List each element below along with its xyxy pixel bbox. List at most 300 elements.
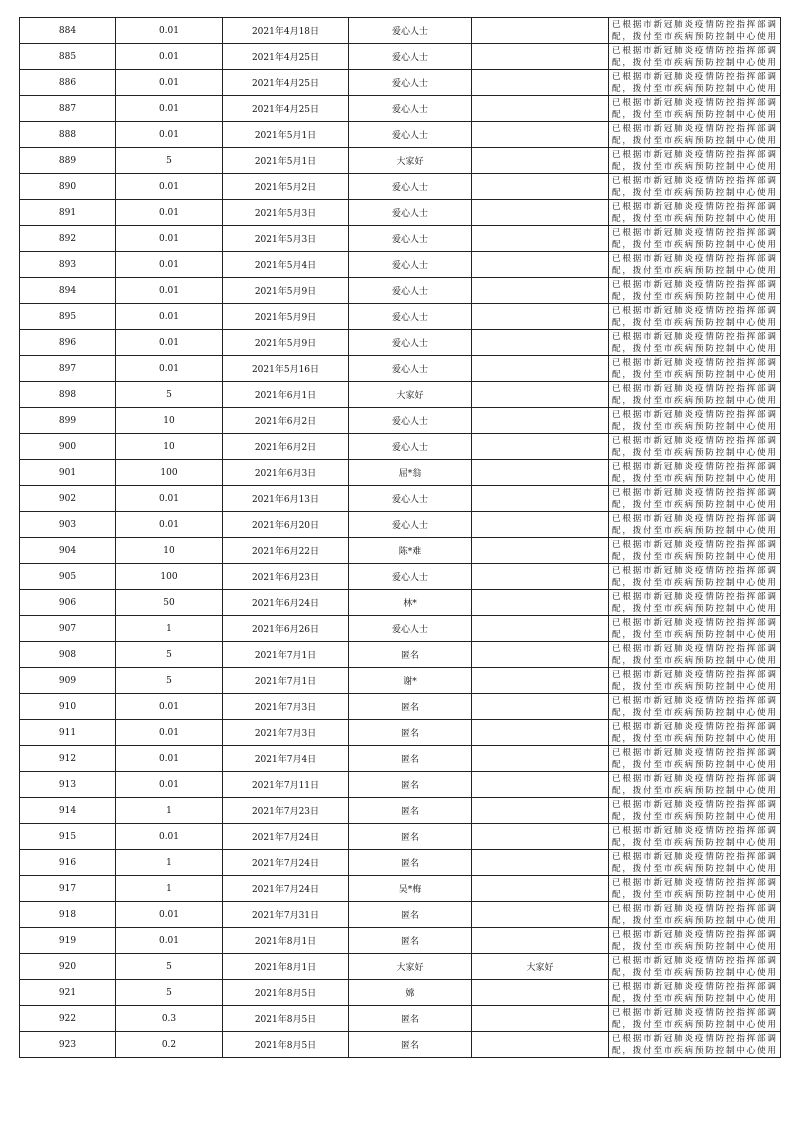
cell-number: 910 [20,694,116,720]
cell-number: 908 [20,642,116,668]
cell-date: 2021年7月11日 [223,772,349,798]
cell-number: 911 [20,720,116,746]
cell-usage-note [609,902,781,928]
cell-remark [472,694,609,720]
usage-note-line-1: 已根据市新冠肺炎疫情防控指挥部调 [612,903,776,914]
cell-usage-note [609,746,781,772]
usage-note-line-1: 已根据市新冠肺炎疫情防控指挥部调 [612,825,776,836]
table-row [20,512,781,538]
usage-note-line-2: 配，拨付至市疾病预防控制中心使用 [612,421,776,432]
cell-number: 917 [20,876,116,902]
cell-date: 2021年4月25日 [223,44,349,70]
table-row [20,330,781,356]
usage-note-line-2: 配，拨付至市疾病预防控制中心使用 [612,837,776,848]
usage-note-line-1: 已根据市新冠肺炎疫情防控指挥部调 [612,71,776,82]
usage-note-line-2: 配，拨付至市疾病预防控制中心使用 [612,629,776,640]
cell-remark [472,1032,609,1058]
cell-remark [472,460,609,486]
cell-date: 2021年6月26日 [223,616,349,642]
cell-date: 2021年6月22日 [223,538,349,564]
cell-remark [472,434,609,460]
usage-note-line-2: 配，拨付至市疾病预防控制中心使用 [612,291,776,302]
cell-amount: 0.01 [116,44,223,70]
cell-usage-note [609,668,781,694]
cell-donor: 爱心人士 [349,174,472,200]
cell-usage-note [609,44,781,70]
usage-note-line-2: 配，拨付至市疾病预防控制中心使用 [612,993,776,1004]
cell-donor: 爱心人士 [349,304,472,330]
cell-amount: 5 [116,642,223,668]
cell-amount: 10 [116,434,223,460]
cell-usage-note [609,694,781,720]
table-row [20,876,781,902]
table-row [20,382,781,408]
usage-note-line-2: 配，拨付至市疾病预防控制中心使用 [612,603,776,614]
usage-note-line-2: 配，拨付至市疾病预防控制中心使用 [612,395,776,406]
cell-date: 2021年7月24日 [223,824,349,850]
cell-amount: 0.01 [116,356,223,382]
usage-note-line-2: 配，拨付至市疾病预防控制中心使用 [612,499,776,510]
cell-usage-note [609,512,781,538]
cell-usage-note [609,876,781,902]
usage-note-line-1: 已根据市新冠肺炎疫情防控指挥部调 [612,669,776,680]
usage-note-line-1: 已根据市新冠肺炎疫情防控指挥部调 [612,591,776,602]
cell-usage-note [609,538,781,564]
usage-note-line-2: 配，拨付至市疾病预防控制中心使用 [612,551,776,562]
cell-date: 2021年6月13日 [223,486,349,512]
cell-amount: 0.01 [116,18,223,44]
cell-number: 920 [20,954,116,980]
cell-number: 892 [20,226,116,252]
cell-number: 905 [20,564,116,590]
cell-usage-note [609,772,781,798]
cell-number: 891 [20,200,116,226]
cell-usage-note [609,954,781,980]
cell-date: 2021年6月2日 [223,408,349,434]
cell-amount: 5 [116,382,223,408]
cell-date: 2021年4月18日 [223,18,349,44]
cell-amount: 0.01 [116,122,223,148]
cell-number: 888 [20,122,116,148]
cell-amount: 0.01 [116,824,223,850]
cell-date: 2021年6月3日 [223,460,349,486]
cell-number: 886 [20,70,116,96]
usage-note-line-2: 配，拨付至市疾病预防控制中心使用 [612,785,776,796]
cell-amount: 100 [116,460,223,486]
cell-usage-note [609,148,781,174]
cell-usage-note [609,850,781,876]
cell-amount: 5 [116,980,223,1006]
cell-usage-note [609,486,781,512]
usage-note-line-2: 配，拨付至市疾病预防控制中心使用 [612,915,776,926]
cell-donor: 谢* [349,668,472,694]
cell-donor: 爱心人士 [349,434,472,460]
cell-number: 903 [20,512,116,538]
usage-note-line-1: 已根据市新冠肺炎疫情防控指挥部调 [612,643,776,654]
table-row [20,174,781,200]
usage-note-line-1: 已根据市新冠肺炎疫情防控指挥部调 [612,253,776,264]
table-row [20,642,781,668]
cell-amount: 0.01 [116,174,223,200]
cell-donor: 屈*翁 [349,460,472,486]
table-row [20,850,781,876]
table-row [20,200,781,226]
cell-amount: 1 [116,798,223,824]
cell-date: 2021年8月1日 [223,928,349,954]
cell-usage-note [609,798,781,824]
cell-amount: 5 [116,148,223,174]
cell-remark [472,512,609,538]
cell-date: 2021年6月2日 [223,434,349,460]
cell-remark [472,1006,609,1032]
table-row [20,720,781,746]
usage-note-line-1: 已根据市新冠肺炎疫情防控指挥部调 [612,461,776,472]
cell-usage-note [609,980,781,1006]
cell-date: 2021年8月1日 [223,954,349,980]
table-row [20,122,781,148]
cell-donor: 爱心人士 [349,408,472,434]
cell-usage-note [609,96,781,122]
cell-usage-note [609,1032,781,1058]
cell-amount: 0.01 [116,746,223,772]
cell-donor: 爱心人士 [349,122,472,148]
cell-usage-note [609,382,781,408]
table-row [20,980,781,1006]
table-row [20,616,781,642]
cell-usage-note [609,564,781,590]
cell-remark [472,564,609,590]
cell-remark: 大家好 [472,954,609,980]
cell-donor: 大家好 [349,148,472,174]
usage-note-line-1: 已根据市新冠肺炎疫情防控指挥部调 [612,565,776,576]
cell-number: 904 [20,538,116,564]
cell-date: 2021年7月1日 [223,668,349,694]
cell-number: 898 [20,382,116,408]
cell-amount: 0.01 [116,486,223,512]
cell-number: 902 [20,486,116,512]
cell-date: 2021年4月25日 [223,96,349,122]
cell-usage-note [609,356,781,382]
usage-note-line-1: 已根据市新冠肺炎疫情防控指挥部调 [612,487,776,498]
cell-date: 2021年8月5日 [223,1006,349,1032]
cell-number: 901 [20,460,116,486]
usage-note-line-1: 已根据市新冠肺炎疫情防控指挥部调 [612,409,776,420]
cell-date: 2021年5月16日 [223,356,349,382]
table-row [20,278,781,304]
cell-donor: 爱心人士 [349,356,472,382]
cell-number: 923 [20,1032,116,1058]
cell-number: 897 [20,356,116,382]
cell-remark [472,330,609,356]
cell-amount: 0.3 [116,1006,223,1032]
cell-date: 2021年7月3日 [223,694,349,720]
cell-donor: 匿名 [349,928,472,954]
table-row [20,694,781,720]
usage-note-line-2: 配，拨付至市疾病预防控制中心使用 [612,317,776,328]
cell-remark [472,486,609,512]
cell-donor: 匿名 [349,746,472,772]
table-row [20,460,781,486]
cell-number: 922 [20,1006,116,1032]
cell-donor: 爱心人士 [349,200,472,226]
usage-note-line-1: 已根据市新冠肺炎疫情防控指挥部调 [612,539,776,550]
usage-note-line-1: 已根据市新冠肺炎疫情防控指挥部调 [612,929,776,940]
usage-note-line-1: 已根据市新冠肺炎疫情防控指挥部调 [612,877,776,888]
cell-remark [472,668,609,694]
cell-remark [472,876,609,902]
cell-donor: 爱心人士 [349,226,472,252]
cell-remark [472,278,609,304]
cell-number: 894 [20,278,116,304]
cell-usage-note [609,928,781,954]
cell-usage-note [609,616,781,642]
table-row [20,486,781,512]
cell-amount: 0.01 [116,902,223,928]
usage-note-line-2: 配，拨付至市疾病预防控制中心使用 [612,1045,776,1056]
table-row [20,772,781,798]
cell-number: 906 [20,590,116,616]
usage-note-line-1: 已根据市新冠肺炎疫情防控指挥部调 [612,1007,776,1018]
usage-note-line-2: 配，拨付至市疾病预防控制中心使用 [612,811,776,822]
cell-remark [472,18,609,44]
cell-remark [472,538,609,564]
cell-number: 900 [20,434,116,460]
usage-note-line-1: 已根据市新冠肺炎疫情防控指挥部调 [612,695,776,706]
table-row [20,18,781,44]
usage-note-line-1: 已根据市新冠肺炎疫情防控指挥部调 [612,279,776,290]
cell-donor: 匿名 [349,720,472,746]
usage-note-line-2: 配，拨付至市疾病预防控制中心使用 [612,135,776,146]
cell-remark [472,772,609,798]
usage-note-line-1: 已根据市新冠肺炎疫情防控指挥部调 [612,305,776,316]
cell-usage-note [609,18,781,44]
cell-remark [472,928,609,954]
cell-amount: 0.01 [116,720,223,746]
cell-remark [472,356,609,382]
cell-donor: 大家好 [349,954,472,980]
cell-date: 2021年8月5日 [223,980,349,1006]
cell-amount: 0.01 [116,772,223,798]
cell-remark [472,616,609,642]
table-row [20,902,781,928]
cell-remark [472,590,609,616]
usage-note-line-1: 已根据市新冠肺炎疫情防控指挥部调 [612,149,776,160]
usage-note-line-1: 已根据市新冠肺炎疫情防控指挥部调 [612,1033,776,1044]
table-row [20,408,781,434]
cell-number: 887 [20,96,116,122]
usage-note-line-2: 配，拨付至市疾病预防控制中心使用 [612,707,776,718]
usage-note-line-2: 配，拨付至市疾病预防控制中心使用 [612,447,776,458]
cell-amount: 0.01 [116,252,223,278]
cell-amount: 0.01 [116,96,223,122]
cell-date: 2021年4月25日 [223,70,349,96]
cell-amount: 0.01 [116,512,223,538]
cell-donor: 爱心人士 [349,96,472,122]
table-row [20,356,781,382]
cell-usage-note [609,252,781,278]
cell-donor: 爱心人士 [349,330,472,356]
cell-remark [472,70,609,96]
cell-donor: 爱心人士 [349,486,472,512]
usage-note-line-2: 配，拨付至市疾病预防控制中心使用 [612,655,776,666]
cell-remark [472,798,609,824]
usage-note-line-2: 配，拨付至市疾病预防控制中心使用 [612,57,776,68]
cell-date: 2021年7月4日 [223,746,349,772]
usage-note-line-2: 配，拨付至市疾病预防控制中心使用 [612,1019,776,1030]
cell-donor: 匿名 [349,642,472,668]
cell-amount: 0.01 [116,226,223,252]
cell-donor: 匿名 [349,772,472,798]
cell-date: 2021年5月1日 [223,122,349,148]
usage-note-line-2: 配，拨付至市疾病预防控制中心使用 [612,239,776,250]
cell-number: 921 [20,980,116,1006]
cell-remark [472,252,609,278]
usage-note-line-1: 已根据市新冠肺炎疫情防控指挥部调 [612,19,776,30]
usage-note-line-1: 已根据市新冠肺炎疫情防控指挥部调 [612,747,776,758]
cell-number: 896 [20,330,116,356]
cell-date: 2021年5月9日 [223,304,349,330]
cell-usage-note [609,408,781,434]
cell-donor: 爱心人士 [349,512,472,538]
cell-donor: 大家好 [349,382,472,408]
cell-number: 915 [20,824,116,850]
cell-donor: 匿名 [349,694,472,720]
cell-amount: 1 [116,876,223,902]
usage-note-line-2: 配，拨付至市疾病预防控制中心使用 [612,967,776,978]
usage-note-line-2: 配，拨付至市疾病预防控制中心使用 [612,343,776,354]
table-row [20,564,781,590]
cell-date: 2021年7月1日 [223,642,349,668]
cell-donor: 爱心人士 [349,252,472,278]
cell-usage-note [609,278,781,304]
usage-note-line-1: 已根据市新冠肺炎疫情防控指挥部调 [612,227,776,238]
cell-donor: 爱心人士 [349,564,472,590]
cell-donor: 匿名 [349,902,472,928]
usage-note-line-1: 已根据市新冠肺炎疫情防控指挥部调 [612,175,776,186]
cell-donor: 匿名 [349,1006,472,1032]
table-row [20,226,781,252]
cell-number: 919 [20,928,116,954]
usage-note-line-2: 配，拨付至市疾病预防控制中心使用 [612,577,776,588]
usage-note-line-1: 已根据市新冠肺炎疫情防控指挥部调 [612,617,776,628]
cell-remark [472,720,609,746]
cell-donor: 爱心人士 [349,44,472,70]
usage-note-line-1: 已根据市新冠肺炎疫情防控指挥部调 [612,721,776,732]
usage-note-line-2: 配，拨付至市疾病预防控制中心使用 [612,733,776,744]
table-row [20,928,781,954]
cell-amount: 0.01 [116,928,223,954]
cell-date: 2021年7月23日 [223,798,349,824]
usage-note-line-1: 已根据市新冠肺炎疫情防控指挥部调 [612,357,776,368]
cell-number: 885 [20,44,116,70]
cell-date: 2021年7月24日 [223,876,349,902]
cell-remark [472,746,609,772]
usage-note-line-1: 已根据市新冠肺炎疫情防控指挥部调 [612,435,776,446]
cell-date: 2021年5月9日 [223,330,349,356]
cell-amount: 0.2 [116,1032,223,1058]
usage-note-line-2: 配，拨付至市疾病预防控制中心使用 [612,525,776,536]
usage-note-line-1: 已根据市新冠肺炎疫情防控指挥部调 [612,97,776,108]
cell-donor: 吴*梅 [349,876,472,902]
cell-number: 913 [20,772,116,798]
table-row [20,1032,781,1058]
cell-donor: 匿名 [349,850,472,876]
usage-note-line-1: 已根据市新冠肺炎疫情防控指挥部调 [612,383,776,394]
usage-note-line-1: 已根据市新冠肺炎疫情防控指挥部调 [612,955,776,966]
cell-date: 2021年5月9日 [223,278,349,304]
cell-usage-note [609,304,781,330]
cell-amount: 5 [116,668,223,694]
cell-remark [472,96,609,122]
usage-note-line-1: 已根据市新冠肺炎疫情防控指挥部调 [612,981,776,992]
table-row [20,70,781,96]
cell-donor: 爱心人士 [349,616,472,642]
cell-remark [472,148,609,174]
cell-remark [472,642,609,668]
usage-note-line-2: 配，拨付至市疾病预防控制中心使用 [612,83,776,94]
table-row [20,824,781,850]
usage-note-line-1: 已根据市新冠肺炎疫情防控指挥部调 [612,331,776,342]
usage-note-line-1: 已根据市新冠肺炎疫情防控指挥部调 [612,773,776,784]
cell-usage-note [609,226,781,252]
cell-remark [472,824,609,850]
cell-donor: 匿名 [349,1032,472,1058]
cell-number: 909 [20,668,116,694]
donation-table-body [20,18,781,1058]
cell-date: 2021年6月1日 [223,382,349,408]
usage-note-line-2: 配，拨付至市疾病预防控制中心使用 [612,889,776,900]
cell-date: 2021年5月1日 [223,148,349,174]
table-row [20,434,781,460]
table-row [20,954,781,980]
table-row [20,96,781,122]
cell-usage-note [609,200,781,226]
cell-remark [472,226,609,252]
cell-usage-note [609,642,781,668]
usage-note-line-1: 已根据市新冠肺炎疫情防控指挥部调 [612,123,776,134]
donation-table [19,17,781,1058]
cell-remark [472,200,609,226]
cell-date: 2021年6月23日 [223,564,349,590]
cell-amount: 5 [116,954,223,980]
cell-donor: 陈*难 [349,538,472,564]
cell-amount: 1 [116,616,223,642]
usage-note-line-1: 已根据市新冠肺炎疫情防控指挥部调 [612,201,776,212]
usage-note-line-2: 配，拨付至市疾病预防控制中心使用 [612,369,776,380]
table-row [20,1006,781,1032]
cell-date: 2021年5月3日 [223,226,349,252]
cell-usage-note [609,330,781,356]
cell-remark [472,408,609,434]
cell-number: 899 [20,408,116,434]
cell-remark [472,304,609,330]
cell-date: 2021年6月20日 [223,512,349,538]
cell-number: 912 [20,746,116,772]
cell-remark [472,44,609,70]
cell-number: 895 [20,304,116,330]
cell-number: 884 [20,18,116,44]
usage-note-line-2: 配，拨付至市疾病预防控制中心使用 [612,473,776,484]
table-row [20,148,781,174]
cell-usage-note [609,122,781,148]
usage-note-line-2: 配，拨付至市疾病预防控制中心使用 [612,109,776,120]
cell-remark [472,980,609,1006]
table-row [20,44,781,70]
cell-number: 889 [20,148,116,174]
usage-note-line-2: 配，拨付至市疾病预防控制中心使用 [612,681,776,692]
table-row [20,252,781,278]
cell-amount: 0.01 [116,200,223,226]
